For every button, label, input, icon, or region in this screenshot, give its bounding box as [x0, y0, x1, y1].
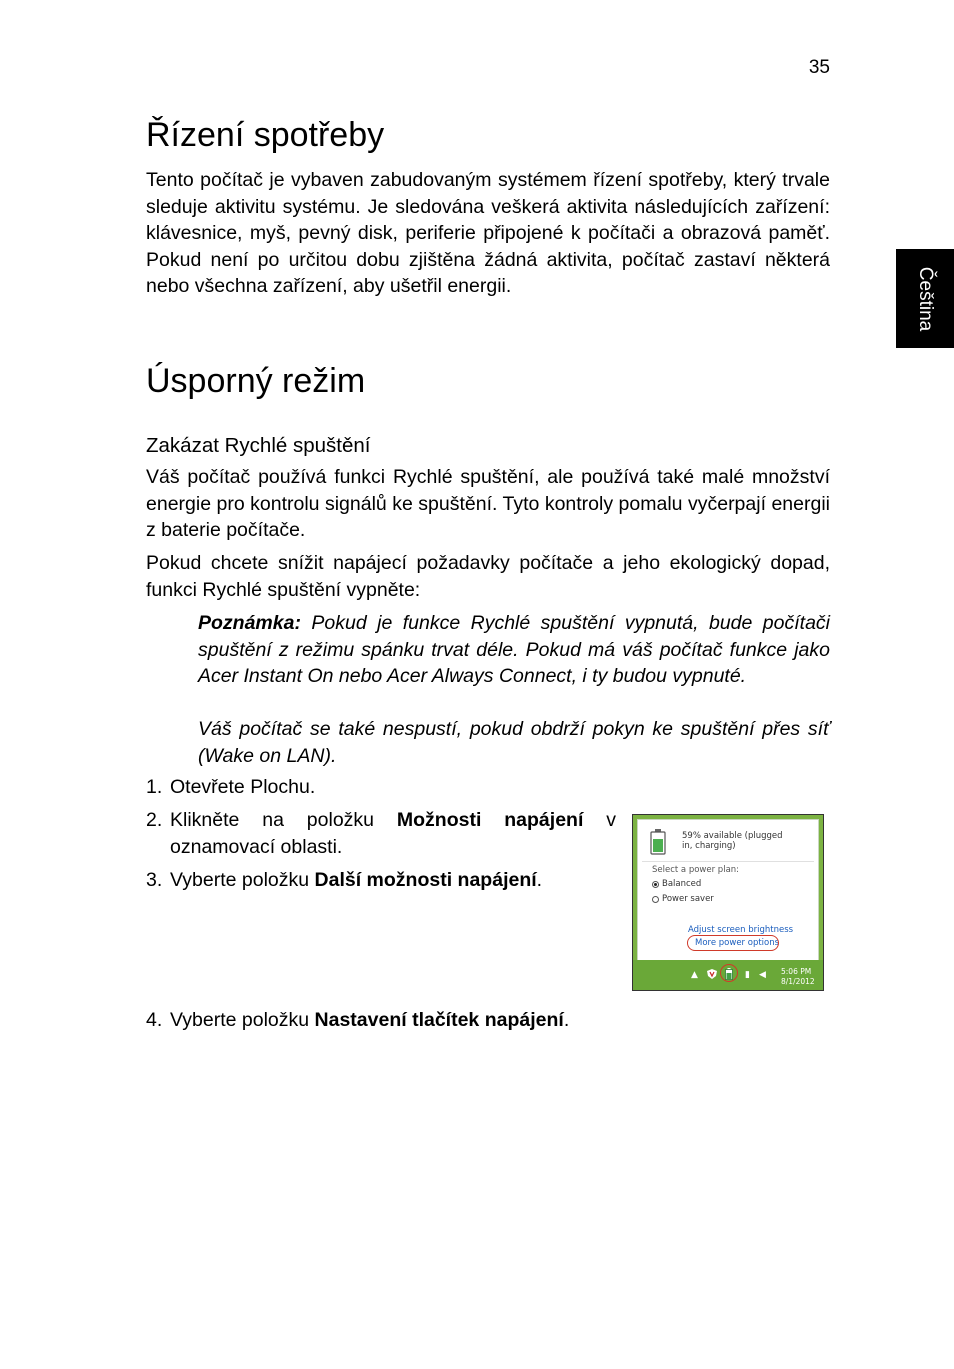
step-3: [146, 867, 616, 894]
chevron-up-icon[interactable]: ▲: [691, 970, 698, 980]
radio-unselected-icon: [652, 896, 659, 903]
step-text-post: v oznamovací oblasti.: [170, 809, 616, 858]
section-title-power-management: Řízení spotřeby: [146, 116, 385, 154]
step-text-pre: Vyberte položku: [170, 869, 315, 891]
network-icon[interactable]: ▮: [745, 970, 750, 980]
step-text-post: .: [536, 869, 543, 891]
step-4: [146, 1007, 746, 1034]
highlight-circle: [720, 964, 738, 982]
note-block: [198, 610, 830, 690]
battery-flyout: [637, 819, 819, 961]
highlight-oval: [687, 935, 779, 951]
taskbar: [633, 960, 823, 990]
radio-balanced[interactable]: [652, 879, 701, 889]
language-tab-label: Čeština: [915, 266, 936, 331]
step-text-pre: Klikněte na položku: [170, 809, 397, 831]
section-title-sleep-mode: Úsporný režim: [146, 362, 366, 400]
step-text-bold: Nastavení tlačítek napájení: [314, 1009, 564, 1031]
power-plan-label: Select a power plan:: [652, 865, 740, 875]
step-text-bold: Další možnosti napájení: [314, 869, 537, 891]
radio-selected-icon: [652, 881, 659, 888]
taskbar-clock[interactable]: [781, 967, 815, 987]
step-text-post: .: [563, 1009, 570, 1031]
more-power-options-link[interactable]: More power options: [695, 938, 780, 948]
fast-startup-para-2: Pokud chcete snížit napájecí požadavky počítače a jeho ekologický dopad, funkci Rychlé spuštění vypněte:: [146, 552, 830, 601]
note-text-1: Pokud je funkce Rychlé spuštění vypnutá, bude počítači spuštění z režimu spánku trvat déle. Pokud má váš počítač funkce jako Acer Instant On nebo Acer Always Connect, i ty budou vypnuté.: [198, 612, 830, 688]
clock-date: 8/1/2012: [781, 977, 815, 986]
step-1: [146, 774, 606, 801]
page-number: 35: [808, 57, 830, 78]
radio-power-saver[interactable]: [652, 894, 714, 904]
note-label: Poznámka:: [198, 612, 301, 634]
language-tab: [896, 249, 954, 348]
step-2: [146, 807, 616, 861]
subsection-title-fast-startup: Zakázat Rychlé spuštění: [146, 434, 371, 457]
step-number: 3.: [146, 869, 163, 891]
fast-startup-para-1: Váš počítač používá funkci Rychlé spuštění, ale používá také malé množství energie pro kontrolu signálů ke spuštění. Tyto kontroly pomalu vyčerpají energii z baterie počítače.: [146, 466, 830, 542]
radio-power-saver-label: Power saver: [662, 894, 714, 904]
step-text: [170, 867, 542, 894]
power-management-body: Tento počítač je vybaven zabudovaným systémem řízení spotřeby, který trvale sleduje aktivitu systému. Je sledována veškerá aktivita následujících zařízení: klávesnice, myš, pevný disk, periferie připojené k počítači a obrazová paměť. Pokud není po určitou dobu zjištěna žádná aktivita, počítač zastaví některá nebo všechna zařízení, aby ušetřil energii.: [146, 169, 830, 298]
battery-icon: [650, 829, 666, 855]
divider: [642, 861, 814, 862]
step-text-bold: Možnosti napájení: [396, 809, 584, 831]
step-number: 1.: [146, 776, 163, 798]
step-number: 2.: [146, 809, 163, 831]
battery-status-text: 59% available (plugged in, charging): [682, 831, 783, 851]
adjust-brightness-link[interactable]: Adjust screen brightness: [688, 925, 794, 935]
step-text-pre: Vyberte položku: [170, 1009, 315, 1031]
note-text-2: Váš počítač se také nespustí, pokud obdrží pokyn ke spuštění přes síť (Wake on LAN).: [198, 718, 830, 767]
clock-time: 5:06 PM: [781, 967, 812, 976]
step-text: [170, 1007, 569, 1034]
radio-balanced-label: Balanced: [662, 879, 702, 889]
power-options-screenshot: [632, 814, 824, 991]
step-number: 4.: [146, 1009, 163, 1031]
step-text: Otevřete Plochu.: [170, 776, 316, 798]
shield-icon[interactable]: [707, 969, 717, 979]
speaker-icon[interactable]: ◀: [759, 970, 766, 980]
step-text: [170, 807, 616, 860]
